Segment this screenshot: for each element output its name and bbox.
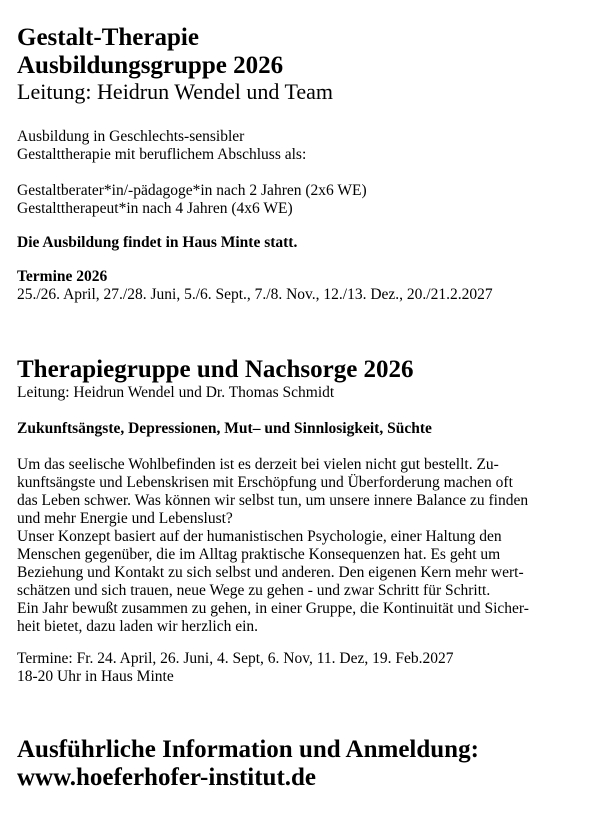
therapy-body-line: Unser Konzept basiert auf der humanistischen Psychologie, einer Haltung den (17, 528, 502, 545)
therapy-body-line: und mehr Energie und Lebenslust? (17, 510, 233, 527)
therapy-body-line: kunftsängste und Lebenskrisen mit Erschöpfung und Überforderung machen oft (17, 474, 513, 491)
training-degree-1: Gestaltberater*in/-pädagoge*in nach 2 Jahren (2x6 WE) (17, 182, 367, 199)
therapy-body-line: Menschen gegenüber, die im Alltag praktische Konsequenzen hat. Es geht um (17, 546, 501, 563)
training-degree-2: Gestalttherapeut*in nach 4 Jahren (4x6 WE) (17, 200, 293, 217)
footer-website: www.hoeferhofer-institut.de (17, 764, 317, 791)
therapy-body-line: Um das seelische Wohlbefinden ist es derzeit bei vielen nicht gut bestellt. Zu- (17, 456, 499, 473)
section-therapy-group (17, 356, 414, 402)
therapy-body-line: heit bietet, dazu laden wir herzlich ein. (17, 618, 259, 635)
therapy-body-line: Beziehung und Kontakt zu sich selbst und anderen. Den eigenen Kern mehr wert- (17, 564, 524, 581)
therapy-topics-text: Zukunftsängste, Depressionen, Mut– und Sinnlosigkeit, Süchte (17, 420, 432, 437)
therapy-dates (17, 650, 453, 686)
section-training (17, 24, 333, 104)
therapy-body-line: schätzen und sich trauen, neue Wege zu gehen - und zwar Schritt für Schritt. (17, 582, 491, 599)
training-dates-heading: Termine 2026 (17, 268, 108, 285)
training-intro-line1: Ausbildung in Geschlechts-sensibler (17, 128, 245, 145)
training-location (17, 234, 297, 252)
training-leitung: Leitung: Heidrun Wendel und Team (17, 79, 334, 104)
training-title-line2: Ausbildungsgruppe 2026 (17, 52, 284, 79)
therapy-body-line: Ein Jahr bewußt zusammen zu gehen, in einer Gruppe, die Kontinuität und Sicher- (17, 600, 529, 617)
footer-info (17, 736, 479, 792)
therapy-topics (17, 420, 432, 438)
therapy-body (17, 456, 529, 636)
therapy-leitung: Leitung: Heidrun Wendel und Dr. Thomas Schmidt (17, 384, 335, 401)
training-degrees (17, 182, 367, 218)
training-title-line1: Gestalt-Therapie (17, 24, 199, 51)
training-location-text: Die Ausbildung findet in Haus Minte statt. (17, 234, 298, 251)
footer-info-heading: Ausführliche Information und Anmeldung: (17, 736, 479, 763)
therapy-body-line: das Leben schwer. Was können wir selbst tun, um unsere innere Balance zu finden (17, 492, 529, 509)
therapy-dates-list: Termine: Fr. 24. April, 26. Juni, 4. Sept, 6. Nov, 11. Dez, 19. Feb.2027 (17, 650, 454, 667)
training-intro (17, 128, 306, 164)
training-dates-list: 25./26. April, 27./28. Juni, 5./6. Sept., 7./8. Nov., 12./13. Dez., 20./21.2.2027 (17, 286, 493, 303)
training-dates (17, 268, 493, 304)
therapy-time-place: 18-20 Uhr in Haus Minte (17, 668, 174, 685)
therapy-title: Therapiegruppe und Nachsorge 2026 (17, 356, 414, 383)
training-intro-line2: Gestalttherapie mit beruflichem Abschluss als: (17, 146, 307, 163)
